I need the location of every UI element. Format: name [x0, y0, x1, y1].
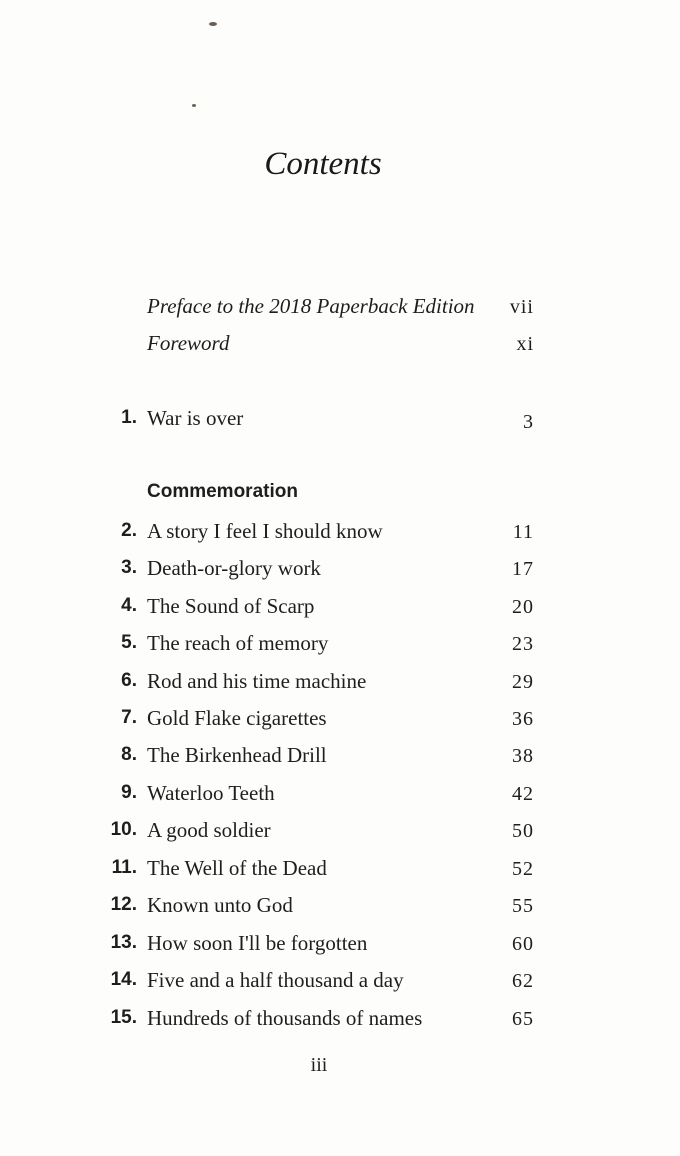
toc-entry-page: 17: [512, 558, 534, 580]
toc-entry-chapter-5[interactable]: [0, 628, 680, 658]
toc-entry-chapter-4[interactable]: [0, 591, 680, 621]
toc-entry-number: 1.: [121, 407, 137, 428]
toc-entry-page: 42: [512, 783, 534, 805]
toc-entry-label: The reach of memory: [147, 631, 329, 655]
toc-entry-label: Hundreds of thousands of names: [147, 1006, 423, 1030]
toc-entry-chapter-12[interactable]: [0, 890, 680, 920]
toc-entry-page: 29: [512, 671, 534, 693]
toc-entry-label: How soon I'll be forgotten: [147, 931, 368, 955]
toc-entry-page: 50: [512, 820, 534, 842]
toc-entry-label: Known unto God: [147, 893, 293, 917]
toc-entry-chapter-9[interactable]: [0, 778, 680, 808]
toc-entry-page: 11: [512, 521, 534, 543]
toc-entry-page: 23: [512, 633, 534, 655]
toc-entry-page: vii: [509, 296, 534, 318]
toc-entry-number: 5.: [121, 632, 137, 653]
toc-entry-chapter-2[interactable]: [0, 516, 680, 546]
toc-entry-number: 6.: [121, 670, 137, 691]
toc-entry-chapter-7[interactable]: [0, 703, 680, 733]
toc-entry-label: Foreword: [147, 331, 230, 355]
toc-entry-label: War is over: [147, 406, 244, 430]
toc-entry-number: 9.: [121, 782, 137, 803]
toc-entry-chapter-8[interactable]: [0, 740, 680, 770]
toc-entry-chapter-3[interactable]: [0, 553, 680, 583]
toc-entry-number: 10.: [110, 819, 137, 840]
toc-entry-page: 36: [512, 708, 534, 730]
toc-entry-number: 2.: [121, 520, 137, 541]
toc-entry-page: 3: [523, 411, 534, 433]
section-heading: Commemoration: [147, 481, 298, 502]
toc-entry-number: 11.: [111, 857, 137, 878]
toc-entry-page: 20: [512, 596, 534, 618]
toc-entry-preface[interactable]: [0, 291, 680, 321]
toc-entry-number: 8.: [121, 744, 137, 765]
toc-entry-label: Waterloo Teeth: [147, 781, 275, 805]
toc-entry-label: The Well of the Dead: [147, 856, 327, 880]
toc-entry-number: 4.: [121, 595, 137, 616]
toc-entry-number: 14.: [110, 969, 137, 990]
toc-entry-number: 15.: [110, 1007, 137, 1028]
toc-entry-label: A good soldier: [147, 818, 271, 842]
toc-entry-number: 3.: [121, 557, 137, 578]
toc-entry-chapter-6[interactable]: [0, 666, 680, 696]
toc-entry-page: 52: [512, 858, 534, 880]
toc-entry-number: 13.: [110, 932, 137, 953]
toc-entry-chapter-1[interactable]: [0, 403, 680, 433]
toc-entry-label: Death-or-glory work: [147, 556, 321, 580]
toc-entry-page: 60: [512, 933, 534, 955]
toc-entry-label: Preface to the 2018 Paperback Edition: [147, 294, 475, 318]
toc-entry-label: The Birkenhead Drill: [147, 743, 327, 767]
toc-entry-label: Rod and his time machine: [147, 669, 367, 693]
toc-entry-number: 12.: [110, 894, 137, 915]
toc-entry-foreword[interactable]: [0, 328, 680, 358]
toc-entry-label: A story I feel I should know: [147, 519, 383, 543]
toc-entry-chapter-13[interactable]: [0, 928, 680, 958]
toc-entry-label: Gold Flake cigarettes: [147, 706, 327, 730]
contents-title: Contents: [264, 146, 382, 182]
toc-entry-page: xi: [516, 333, 534, 355]
toc-entry-label: Five and a half thousand a day: [147, 968, 404, 992]
toc-entry-page: 55: [512, 895, 534, 917]
toc-entry-page: 62: [512, 970, 534, 992]
toc-entry-number: 7.: [121, 707, 137, 728]
toc-entry-chapter-10[interactable]: [0, 815, 680, 845]
toc-entry-chapter-11[interactable]: [0, 853, 680, 883]
paper-speck: [209, 22, 217, 26]
toc-entry-chapter-15[interactable]: [0, 1003, 680, 1033]
toc-entry-label: The Sound of Scarp: [147, 594, 315, 618]
toc-entry-chapter-14[interactable]: [0, 965, 680, 995]
toc-entry-page: 38: [512, 745, 534, 767]
toc-entry-page: 65: [512, 1008, 534, 1030]
paper-speck: [192, 104, 196, 107]
page-folio: iii: [310, 1054, 328, 1076]
